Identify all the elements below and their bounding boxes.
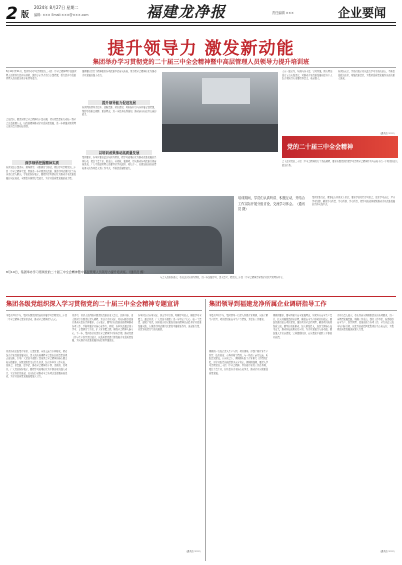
lead-column-4b (282, 160, 398, 190)
story-right-col-3 (337, 314, 396, 560)
paper-name: 福建龙净报 (146, 3, 227, 21)
story-right-body: 调研组一行先后深入生产车间、项目现场，详细了解企业生产经营、技术创新、市场开拓等情况，与一线员工亲切交流，听取意见建议。在座谈会上，调研组听取了企业相关工作情况汇报，对企业取得的成绩给予充分肯定。调研组强调，要深入学习贯彻党的二十届三中全会精神，坚持稳中求进工作总基调，聚焦主责主业，持续提升企业核心竞争力，推动企业实现更高质量发展。 (209, 350, 269, 375)
screen-panel (202, 78, 250, 104)
story-right-byline: （通讯员 ×××） (378, 550, 396, 553)
masthead (0, 0, 402, 32)
lead-column-5 (338, 70, 396, 134)
story-left-col-3 (138, 314, 202, 560)
photo-caption-2: 培训期间，学员们认真听讲、积极互动，并结合工作实际开展分组讨论，交流学习体会。（通讯员 摄） (238, 196, 305, 211)
lead-headline: 提升领导力 激发新动能 (107, 39, 295, 59)
story-left-rule (6, 310, 202, 311)
photo-figures (96, 226, 222, 266)
lead-body-text: 会上还对党的二十届三中全会精神进行了系统阐释，要求各级党组织把学习贯彻全会精神作为当前和今后一个时期的重大政治任务。 (282, 160, 398, 167)
lead-body-text: 大家一致认为，培训内容丰富、针对性强，既有理论高度又有实践深度，对推动企业改革发展和提升个人综合素质具有重要指导意义，收获很大。 (282, 70, 333, 81)
lead-body-text: 会议指出，要深刻领会全会精神的丰富内涵，切实把思想和行动统一到全会决策部署上来，以改革精神推动企业高质量发展，进一步增强各级管理人员的责任感和使命感。 (6, 118, 76, 129)
lead-body-text: 培训采取专题讲座、现场教学、分组研讨等形式，紧扣学习贯彻党的二十届三中全会精神主题，围绕进一步全面深化改革、推进中国式现代化等内容进行深入解读。学员们纷纷表示，要把所学所悟转化为推动企业改革发展的实际成效，全面提升履职尽责能力，为企业高质量发展贡献力量。 (6, 166, 76, 180)
story-right-body: 企业负责人表示，将认真落实调研组提出的各项要求，进一步理清发展思路，明确工作重点，细化工作举措，统筹做好安全生产、经营管理、改革创新等各项工作，全力以赴完成全年目标任务，以优异的成绩回报集团的关心和支持，为集团高质量发展贡献更大力量。 (337, 314, 394, 332)
story-left-col-1 (6, 314, 68, 560)
story-left-body: 宣讲活动采取集中宣讲、专题党课、座谈交流等多种形式，紧密结合企业改革发展实际，深入浅出地阐释全会提出的新思想新观点新论断，引导广大党员干部职工深刻领会全会精神的核心要义和实践要求。各级党组织书记带头宣讲，结合本单位工作实际，谈体会、讲思路、提举措，推动全会精神进车间、进班组、进项目。广大党员纷纷表示，要把学习成果转化为干事创业的强大动力，立足岗位作贡献，以实际行动推动全会各项决策部署落地见效，为企业高质量发展凝聚强大合力。 (6, 350, 68, 379)
date-line: 2024年 8月27日 星期二 (34, 5, 79, 10)
lead-section-head-3: 以培训成果推动高质量发展 (86, 150, 152, 155)
story-left-first-paragraph: 本报讯 8月下旬，集团各级党组织陆续开展学习贯彻党的二十届三中全会精神专题宣讲活动，推动全会精神深入人心。 (6, 314, 68, 321)
story-divider (205, 299, 206, 561)
lead-first-paragraph: 8月19日至21日，集团举办学习贯彻党的二十届三中全会精神暨中高层管理人员领导力提升培训班，邀请专家学者进行专题授课，着力提升中高层管理人员的政治素养和领导能力。 (6, 70, 77, 81)
story-left-body: 宣讲中，宣讲人员围绕全面深化改革的重大意义、总体目标、重大原则等方面进行深入阐释，并结合企业实际，对如何抓好改革任务落实提出具体要求。大家表示，要坚持以改革创新精神推动各项工作，不断增强企业核心竞争力。同时，各单位还通过线上学习、专题研讨等方式，扩大宣讲覆盖面，确保全会精神入脑入心。下一步，集团将持续深化全会精神学习宣传贯彻，推动党建工作与生产经营深度融合，以高质量党建引领保障企业高质量发展，为实现企业改革发展目标提供坚强保证。 (72, 314, 134, 343)
editor-right: 责任编辑 ××× (272, 11, 294, 15)
banner-text: 党的二十届三中全会精神 (287, 144, 354, 151)
lead-body-text: 强调要以钉钉子精神抓好各项改革举措落实落地，努力把全会精神转化为推动企业发展的强大动力。 (82, 70, 157, 77)
story-right-col-1 (209, 314, 269, 560)
page-number: 2 (6, 4, 18, 24)
lead-column-1 (6, 70, 78, 255)
lead-section-head-1: 深学细悟把握精神实质 (12, 160, 72, 165)
lead-bottom-text (160, 276, 396, 296)
photo-caption-1: 8月19日，集团举办学习贯彻党的二十届三中全会精神暨中高层管理人员领导力提升培训班。（通讯员 摄） (6, 270, 147, 274)
story-left-headline: 集团各级党组织深入学习贯彻党的二十届三中全会精神专题宣讲 (6, 301, 180, 308)
lead-subheadline: 集团举办学习贯彻党的二十届三中全会精神暨中高层管理人员领导力提升培训班 (92, 59, 310, 66)
lead-body-text: 集团要求，各单位要以此次培训为契机，把学习成果转化为推动改革发展的具体行动，聚焦主责主业，抓重点、补短板、强弱项，切实推动各项改革任务落地见效。广大中高层管理人员要坚持学以致用、知行合一，以更加饱满的热情和务实的作风投入到工作中去，不断提高履职能力。 (82, 156, 157, 170)
story-left-byline: （通讯员 ×××） (184, 550, 202, 553)
lead-body-text: 培训结束后，学员们表示将以此次学习为新的起点，不断提高政治站位，增强改革意识，为集团高质量发展作出新的更大贡献。 (338, 70, 395, 81)
story-right-headline: 集团领导到福建龙净所属企业调研指导工作 (209, 301, 327, 308)
story-left-body: 各单位结合自身实际，制定学习计划，明确学习重点，确保学习全覆盖。通过宣讲，广大党员干部职工进一步坚定了信心、统一了思想、凝聚了共识，纷纷表示将以更加昂扬的精神状态投身企业改革发展实践，在推进中国式现代化建设中展现新作为、贡献新力量，以优异成绩书写新的篇章。 (138, 314, 202, 332)
masthead-rule-thin (6, 25, 396, 26)
lead-column-right-bottom (312, 196, 396, 272)
story-right-rule (209, 310, 397, 311)
masthead-rule (6, 22, 396, 23)
lead-byline: （通讯员 ×××） (378, 132, 396, 135)
lead-banner (282, 136, 398, 158)
section-title: 企业要闻 (338, 6, 387, 20)
story-left-col-2 (72, 314, 134, 560)
lead-photo-top (162, 72, 278, 152)
audience-shadow (162, 124, 278, 152)
lead-section-head-2: 提升领导能力促进发展 (88, 100, 150, 105)
story-right-col-2 (273, 314, 333, 560)
lead-body-text: 与会人员纷纷表示，将以这次培训为契机，进一步加强学习，深入思考，把党的二十届三中全会精神贯穿到企业经营管理各环节。 (160, 276, 285, 279)
lead-rule (6, 67, 396, 68)
lead-body-text: 集团党委书记、董事长在开班式上讲话，要求学员珍惜学习机会，端正学习态度，严守学习纪律，确保学有所思、学有所悟、学有所得，把学习成效体现到推动企业改革发展的具体实践中去。 (312, 196, 396, 207)
lead-photo-bottom (84, 196, 234, 274)
story-right-first-paragraph: 本报讯 8月下旬，集团领导一行深入所属企业调研，实地了解生产经营、项目建设和安全生产等情况，并提出工作要求。 (209, 314, 268, 321)
editor-line: 编辑: ××× Email:×××@×××.com (34, 13, 89, 17)
story-right-body: 调研组要求，要牢固树立安全发展理念，压紧压实安全生产责任，扎实开展隐患排查治理，确保安全生产形势持续稳定。要加快推进重点项目建设，强化项目全过程管理，确保项目按期保质完成。要坚持创新驱动，加大研发投入，加快关键核心技术攻关，推动科技成果转化应用，为企业发展注入新动能。要加强人才队伍建设，完善激励机制，充分激发干部职工干事创业热情。 (273, 314, 333, 339)
section-divider (6, 296, 396, 297)
lead-body-text: 培训围绕领导力提升、战略思维、团队建设、风险防控等内容开展专题授课，帮助学员拓宽视野、更新理念，进一步提升统筹谋划、推动落实和攻坚克难的能力。 (82, 106, 157, 117)
page-suffix: 版 (21, 10, 29, 19)
